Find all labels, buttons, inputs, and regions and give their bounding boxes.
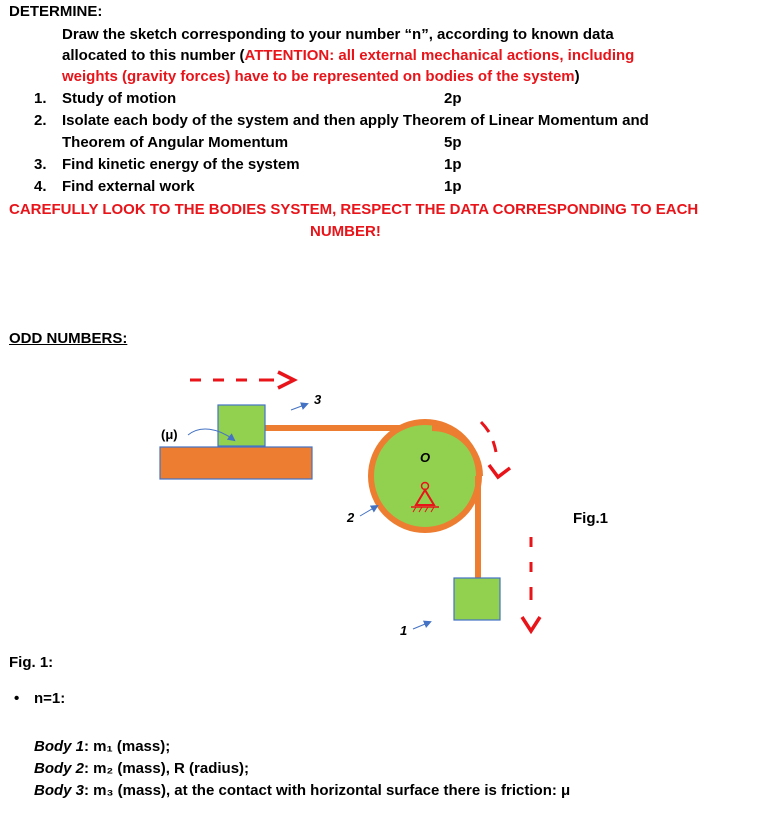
intro-line-3-close: ) bbox=[574, 68, 580, 85]
block-body-1 bbox=[454, 578, 500, 620]
body-1-name: Body 1 bbox=[34, 738, 85, 755]
task-2-text-cont: Theorem of Angular Momentum bbox=[62, 134, 289, 151]
task-3-number: 3. bbox=[34, 156, 47, 173]
figure-caption: Fig. 1: bbox=[9, 654, 54, 671]
task-4-number: 4. bbox=[34, 178, 47, 195]
intro-line-1: Draw the sketch corresponding to your number “n”, according to known data bbox=[62, 26, 614, 43]
body-3-data bbox=[34, 781, 570, 801]
task-4-text: Find external work bbox=[62, 178, 195, 195]
task-4-points: 1p bbox=[444, 178, 462, 195]
pointer-body-1 bbox=[413, 622, 430, 629]
bullet: • bbox=[14, 690, 20, 707]
task-3-points: 1p bbox=[444, 156, 462, 173]
task-2-points: 5p bbox=[444, 134, 462, 151]
pointer-body-3 bbox=[291, 404, 307, 410]
motion-arrow-horizontal bbox=[190, 372, 294, 388]
task-3-text: Find kinetic energy of the system bbox=[62, 156, 300, 173]
warning-line-2: NUMBER! bbox=[310, 223, 381, 240]
friction-label: (μ) bbox=[161, 427, 178, 442]
body-2-name: Body 2 bbox=[34, 760, 85, 777]
task-2-text: Isolate each body of the system and then apply Theorem of Linear Momentum and bbox=[62, 112, 649, 129]
pulley-center-label: O bbox=[420, 450, 431, 465]
intro-line-2-text: allocated to this number ( bbox=[62, 47, 245, 64]
block-body-3 bbox=[218, 405, 265, 446]
body-3-label: 3 bbox=[314, 392, 322, 407]
figure-label: Fig.1 bbox=[573, 510, 609, 527]
page-title: DETERMINE: bbox=[9, 3, 103, 20]
body-3-desc: : m₃ (mass), at the contact with horizontal surface there is friction: μ bbox=[84, 782, 571, 799]
ground-surface bbox=[160, 447, 312, 479]
warning-line-1: CAREFULLY LOOK TO THE BODIES SYSTEM, RESPECT THE DATA CORRESPONDING TO EACH bbox=[9, 201, 699, 218]
body-1-data bbox=[34, 737, 170, 757]
body-1-desc: : m₁ (mass); bbox=[84, 738, 171, 755]
body-3-name: Body 3 bbox=[34, 782, 85, 799]
attention-text-cont: weights (gravity forces) have to be represented on bodies of the system bbox=[62, 68, 575, 85]
attention-text: ATTENTION: all external mechanical actions, including bbox=[244, 47, 635, 64]
motion-arrow-rotation bbox=[481, 422, 510, 477]
task-1-points: 2p bbox=[444, 90, 462, 107]
body-1-label: 1 bbox=[400, 623, 408, 638]
body-2-label: 2 bbox=[347, 510, 355, 525]
task-1-text: Study of motion bbox=[62, 90, 177, 107]
section-title: ODD NUMBERS: bbox=[9, 330, 128, 347]
task-2-number: 2. bbox=[34, 112, 47, 129]
body-2-desc: : m₂ (mass), R (radius); bbox=[84, 760, 250, 777]
case-number: n=1: bbox=[34, 690, 66, 707]
body-2-data bbox=[34, 759, 249, 779]
task-1-number: 1. bbox=[34, 90, 47, 107]
pointer-body-2 bbox=[360, 506, 377, 516]
motion-arrow-vertical bbox=[522, 537, 540, 631]
